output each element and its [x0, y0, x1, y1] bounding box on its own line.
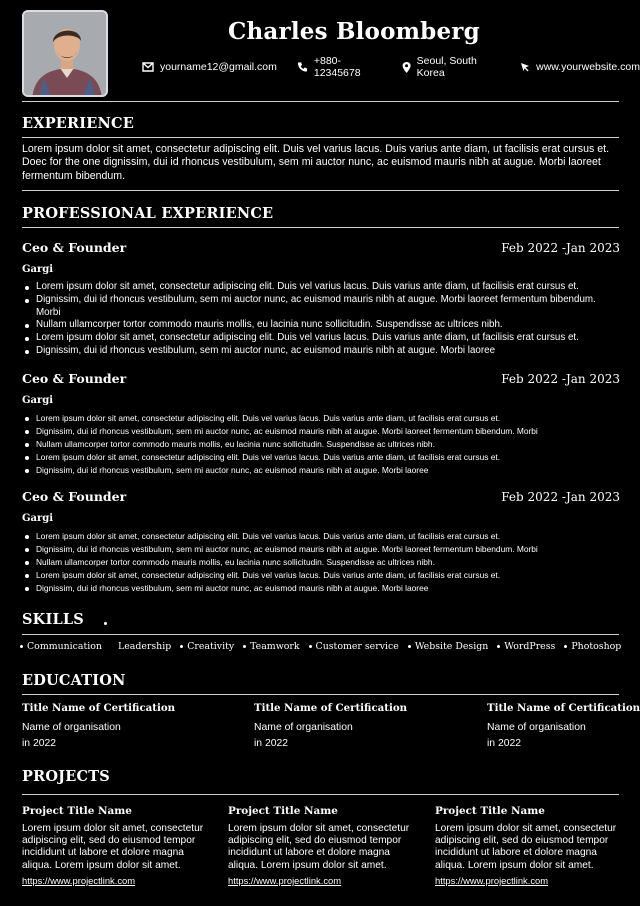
job-dates: Feb 2022 -Jan 2023 — [501, 241, 620, 255]
job-bullet: Lorem ipsum dolor sit amet, consectetur adipiscing elit. Duis vel varius lacus. Duis varius ante diam, ut facilisis erat cursus et. — [22, 332, 622, 345]
project-title: Project Title Name — [228, 805, 338, 817]
professional-experience-heading: PROFESSIONAL EXPERIENCE — [22, 205, 274, 222]
job-dates: Feb 2022 -Jan 2023 — [501, 372, 620, 386]
project-description: Lorem ipsum dolor sit amet, consectetur adipiscing elit, sed do eiusmod tempor incididunt ut labore et dolore magna aliqua. Lorem ipsum dolor sit amet. — [228, 823, 410, 871]
skills-heading: SKILLS — [22, 611, 84, 628]
job-bullet: Nullam ullamcorper tortor commodo mauris mollis, eu lacinia nunc sollicitudin. Suspendisse ac ultrices nibh. — [22, 438, 622, 451]
job-bullet: Dignissim, dui id rhoncus vestibulum, sem mi auctor nunc, ac euismod mauris nibh at augue. Morbi laoree — [22, 464, 622, 477]
project-title: Project Title Name — [435, 805, 545, 817]
project-link[interactable]: https://www.projectlink.com — [228, 874, 342, 886]
project-entry — [435, 805, 625, 886]
skill-item: Customer service — [309, 641, 399, 652]
organisation-name: Name of organisation — [254, 722, 353, 733]
decorative-dot — [104, 622, 107, 625]
education-heading: EDUCATION — [22, 672, 126, 689]
education-entry — [254, 702, 434, 752]
job-bullet: Dignissim, dui id rhoncus vestibulum, sem mi auctor nunc, ac euismod mauris nibh at augue. Morbi laoreet fermentum bibendum. Morbi — [22, 294, 602, 320]
divider — [22, 794, 619, 795]
divider — [22, 190, 619, 191]
contact-bar — [142, 55, 640, 79]
divider — [22, 101, 619, 102]
contact-website[interactable] — [520, 61, 640, 73]
divider — [22, 634, 619, 635]
project-description: Lorem ipsum dolor sit amet, consectetur adipiscing elit, sed do eiusmod tempor incididunt ut labore et dolore magna aliqua. Lorem ipsum dolor sit amet. — [22, 823, 204, 871]
education-entry — [22, 702, 202, 752]
location-text: Seoul, South Korea — [416, 55, 477, 79]
job-bullets — [22, 530, 622, 595]
contact-phone[interactable] — [297, 55, 382, 79]
job-title: Ceo & Founder — [22, 489, 127, 504]
education-entry — [487, 702, 640, 752]
job-bullet: Lorem ipsum dolor sit amet, consectetur adipiscing elit. Duis vel varius lacus. Duis varius ante diam, ut facilisis erat cursus et. — [22, 281, 622, 294]
contact-location — [402, 55, 501, 79]
phone-text: +880-12345678 — [313, 55, 361, 79]
job-bullet: Dignissim, dui id rhoncus vestibulum, sem mi auctor nunc, ac euismod mauris nibh at augue. Morbi laoreet fermentum bibendum. Morbi — [22, 543, 622, 556]
project-entry — [22, 805, 212, 886]
skill-item: Photoshop — [564, 641, 621, 652]
job-bullet: Lorem ipsum dolor sit amet, consectetur adipiscing elit. Duis vel varius lacus. Duis varius ante diam, ut facilisis erat cursus et. — [22, 530, 622, 543]
profile-photo — [22, 10, 108, 97]
job-title: Ceo & Founder — [22, 371, 127, 386]
organisation-name: Name of organisation — [22, 722, 121, 733]
certification-year: in 2022 — [22, 738, 57, 749]
job-company: Gargi — [22, 513, 54, 524]
project-title: Project Title Name — [22, 805, 132, 817]
job-bullet: Dignissim, dui id rhoncus vestibulum, sem mi auctor nunc, ac euismod mauris nibh at augue. Morbi laoreet fermentum bibendum. Morbi — [22, 425, 622, 438]
skill-item: Communication — [20, 641, 102, 652]
job-company: Gargi — [22, 395, 54, 406]
job-bullets — [22, 412, 622, 477]
skill-item: Website Design — [408, 641, 488, 652]
experience-heading: EXPERIENCE — [22, 115, 134, 132]
divider — [22, 694, 619, 695]
cursor-icon — [520, 62, 530, 72]
certification-title: Title Name of Certification — [487, 702, 640, 714]
job-dates: Feb 2022 -Jan 2023 — [501, 490, 620, 504]
job-bullet: Dignissim, dui id rhoncus vestibulum, sem mi auctor nunc, ac euismod mauris nibh at augue. Morbi laoree — [22, 582, 622, 595]
projects-heading: PROJECTS — [22, 768, 110, 785]
certification-title: Title Name of Certification — [22, 702, 176, 714]
certification-year: in 2022 — [487, 738, 522, 749]
job-bullet: Lorem ipsum dolor sit amet, consectetur adipiscing elit. Duis vel varius lacus. Duis varius ante diam, ut facilisis erat cursus et. — [22, 451, 622, 464]
skill-item: WordPress — [497, 641, 555, 652]
certification-title: Title Name of Certification — [254, 702, 408, 714]
website-text: www.yourwebsite.com — [536, 61, 640, 73]
job-bullet: Lorem ipsum dolor sit amet, consectetur adipiscing elit. Duis vel varius lacus. Duis varius ante diam, ut facilisis erat cursus et. — [22, 412, 622, 425]
job-bullet: Nullam ullamcorper tortor commodo mauris mollis, eu lacinia nunc sollicitudin. Suspendisse ac ultrices nibh. — [22, 319, 622, 332]
project-link[interactable]: https://www.projectlink.com — [435, 874, 549, 886]
project-link[interactable]: https://www.projectlink.com — [22, 874, 136, 886]
skills-list — [20, 641, 630, 652]
job-title: Ceo & Founder — [22, 240, 127, 255]
skill-item: Teamwork — [243, 641, 299, 652]
candidate-name: Charles Bloomberg — [228, 18, 480, 45]
location-pin-icon — [402, 61, 411, 74]
job-bullet: Nullam ullamcorper tortor commodo mauris mollis, eu lacinia nunc sollicitudin. Suspendisse ac ultrices nibh. — [22, 556, 622, 569]
certification-year: in 2022 — [254, 738, 289, 749]
project-entry — [228, 805, 418, 886]
job-company: Gargi — [22, 264, 54, 275]
job-bullet: Lorem ipsum dolor sit amet, consectetur adipiscing elit. Duis vel varius lacus. Duis varius ante diam, ut facilisis erat cursus et. — [22, 569, 622, 582]
experience-summary: Lorem ipsum dolor sit amet, consectetur adipiscing elit. Duis vel varius lacus. Duis varius ante diam, ut facilisis erat cursus et. Doec for the one dignissim, dui id rhoncus vestibulum, sem mi auctor nunc, ac euismod mauris nibh at augue. Morbi laoreet fermentum bibendum. — [22, 143, 610, 182]
job-bullet: Dignissim, dui id rhoncus vestibulum, sem mi auctor nunc, ac euismod mauris nibh at augue. Morbi laoree — [22, 345, 622, 358]
project-description: Lorem ipsum dolor sit amet, consectetur adipiscing elit, sed do eiusmod tempor incididunt ut labore et dolore magna aliqua. Lorem ipsum dolor sit amet. — [435, 823, 617, 871]
skill-item: Leadership — [117, 641, 172, 652]
envelope-icon — [142, 62, 154, 72]
divider — [22, 137, 619, 138]
phone-icon — [297, 61, 308, 73]
divider — [22, 227, 619, 228]
organisation-name: Name of organisation — [487, 722, 586, 733]
email-text: yourname12@gmail.com — [160, 61, 277, 73]
resume-header — [0, 0, 640, 100]
job-bullets — [22, 281, 622, 358]
skill-item: Creativity — [180, 641, 234, 652]
contact-email[interactable] — [142, 61, 277, 73]
